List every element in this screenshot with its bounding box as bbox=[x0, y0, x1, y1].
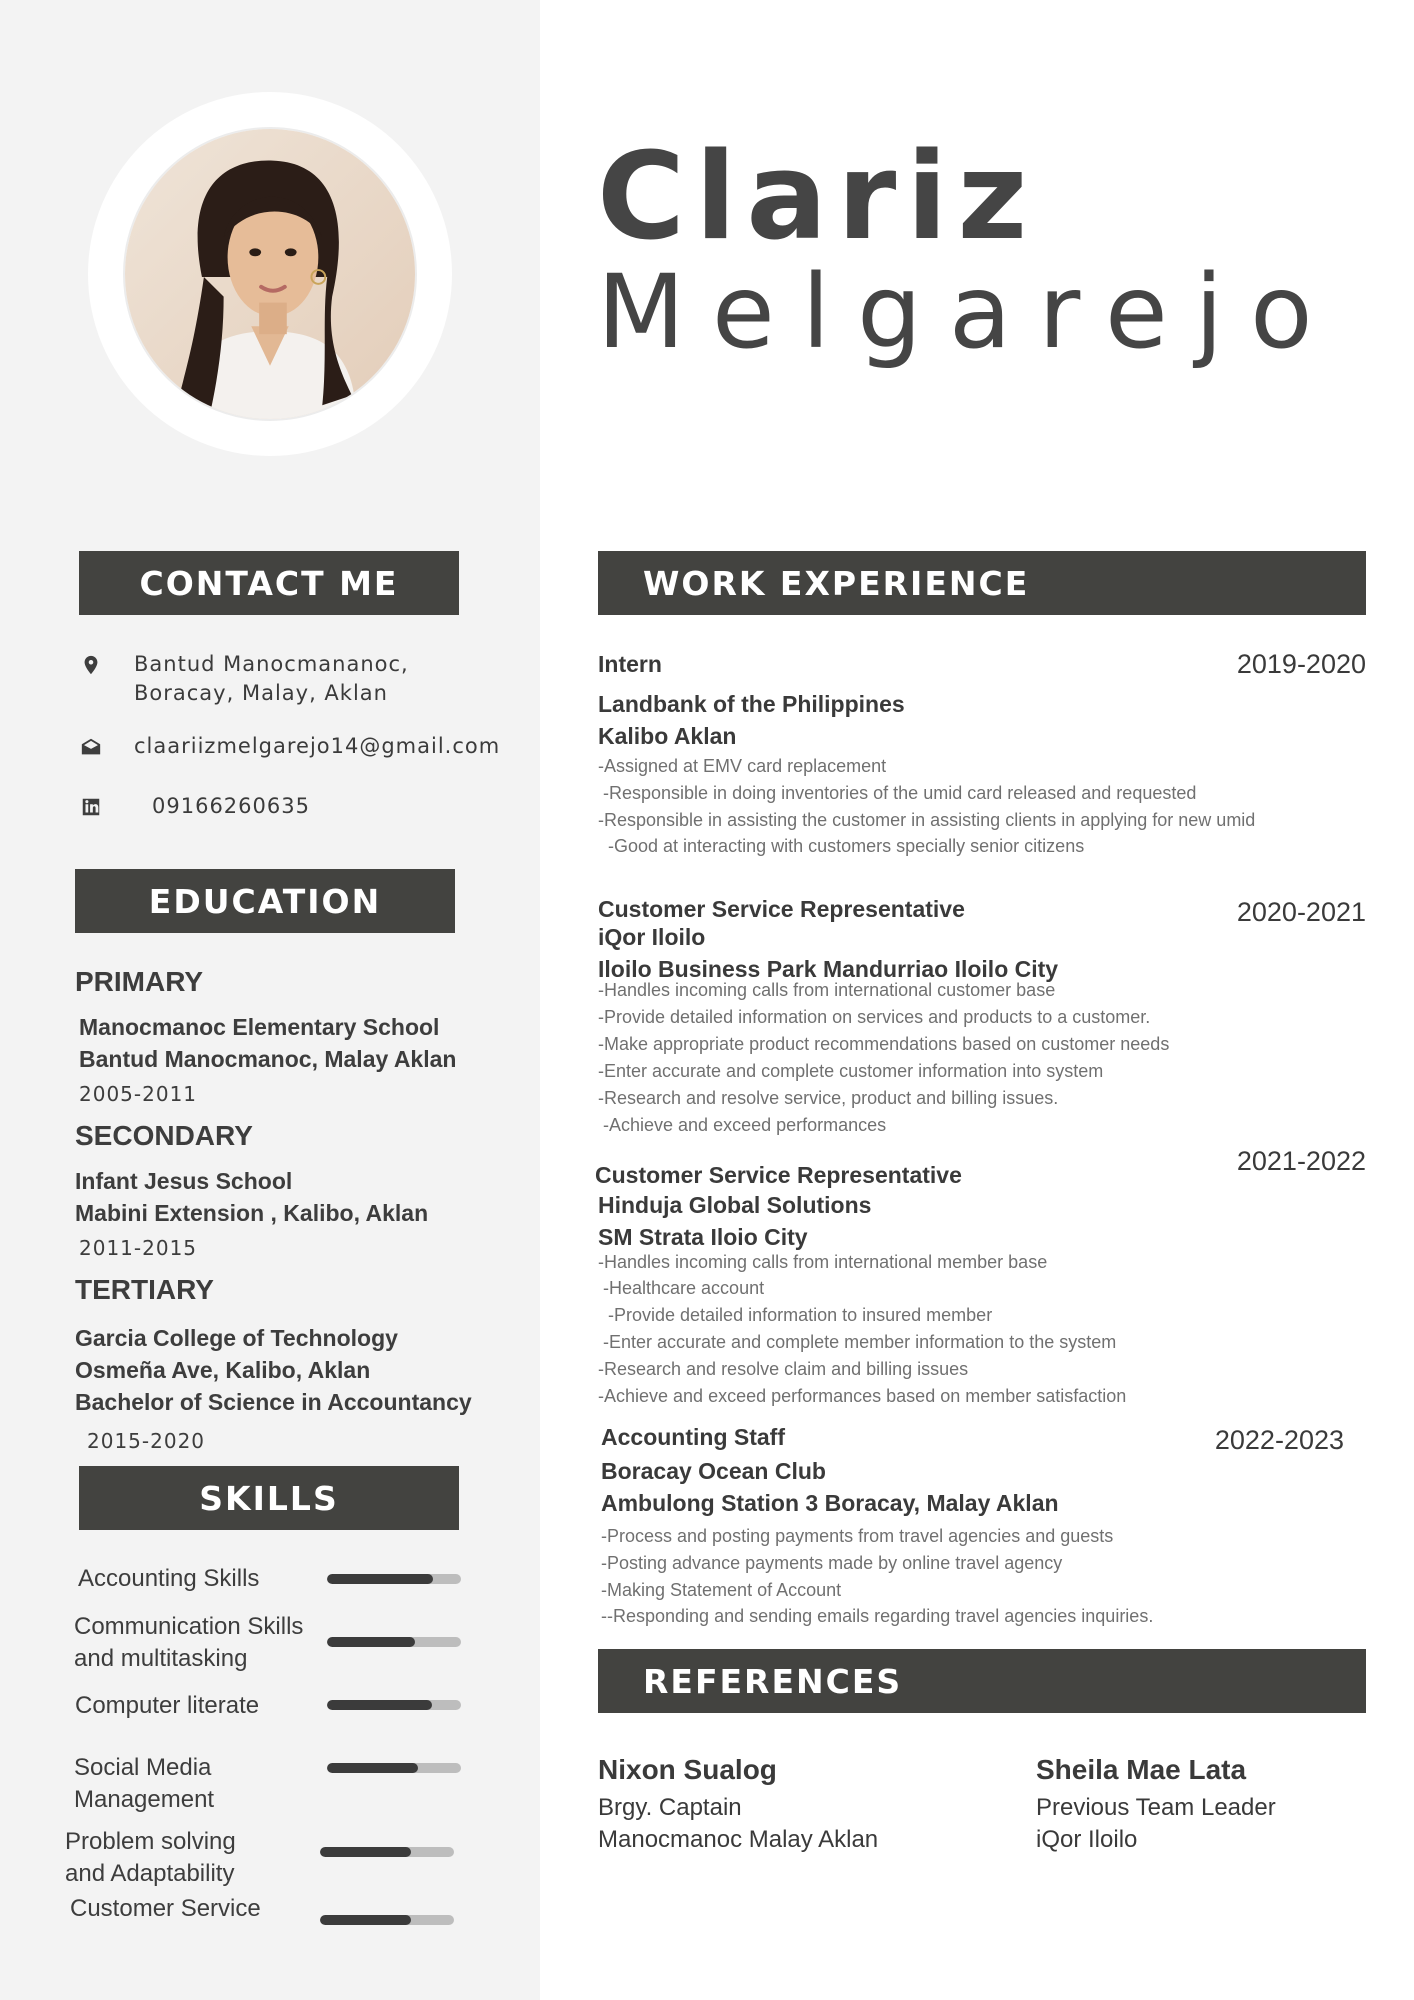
secondary-heading: SECONDARY bbox=[75, 1120, 253, 1151]
job-2-company: iQor Iloilo bbox=[598, 924, 706, 950]
job-1-company: Landbank of the Philippines bbox=[598, 691, 905, 717]
job-3-title: Customer Service Representative bbox=[595, 1162, 962, 1188]
skill-label-line: Accounting Skills bbox=[78, 1565, 260, 1592]
contact-address bbox=[78, 650, 409, 708]
job-4-duty: -Posting advance payments made by online travel agency bbox=[601, 1553, 1063, 1573]
skill-label-line: Social Media bbox=[74, 1754, 212, 1781]
skill-label bbox=[70, 1893, 261, 1925]
envelope-icon bbox=[78, 734, 104, 760]
job-4-duty: -Making Statement of Account bbox=[601, 1580, 842, 1600]
skill-level-bar bbox=[327, 1700, 461, 1710]
job-3-duty: -Research and resolve claim and billing issues bbox=[598, 1359, 969, 1379]
profile-photo bbox=[123, 127, 417, 421]
skill-label-line: Computer literate bbox=[75, 1692, 260, 1719]
job-3-location: SM Strata Iloio City bbox=[598, 1224, 808, 1250]
tertiary-heading: TERTIARY bbox=[75, 1274, 214, 1305]
skill-level-bar bbox=[327, 1637, 461, 1647]
job-2-duty: -Research and resolve service, product and billing issues. bbox=[598, 1088, 1059, 1108]
last-name: Melgarejo bbox=[597, 253, 1340, 372]
job-4-duty: --Responding and sending emails regarding travel agencies inquiries. bbox=[601, 1606, 1154, 1626]
skill-level-fill bbox=[327, 1763, 418, 1773]
job-3-years: 2021-2022 bbox=[1236, 1146, 1366, 1176]
job-1-duty: -Assigned at EMV card replacement bbox=[598, 756, 887, 776]
job-3-duty: -Enter accurate and complete member information to the system bbox=[598, 1332, 1117, 1352]
contact-heading: CONTACT ME bbox=[79, 551, 459, 615]
job-2-duty: -Make appropriate product recommendations based on customer needs bbox=[598, 1034, 1170, 1054]
reference-1-location: Manocmanoc Malay Aklan bbox=[598, 1826, 879, 1853]
job-3-duty: -Healthcare account bbox=[598, 1278, 765, 1298]
skill-level-fill bbox=[327, 1700, 432, 1710]
primary-school: Manocmanoc Elementary School bbox=[79, 1014, 440, 1040]
address-line-2: Boracay, Malay, Aklan bbox=[134, 681, 388, 705]
job-1-title: Intern bbox=[598, 651, 662, 677]
skill-level-bar bbox=[320, 1847, 454, 1857]
reference-2-location: iQor Iloilo bbox=[1036, 1826, 1138, 1853]
skill-level-fill bbox=[327, 1637, 415, 1647]
secondary-years: 2011-2015 bbox=[79, 1236, 198, 1260]
job-2-title: Customer Service Representative bbox=[598, 896, 965, 922]
skill-label bbox=[65, 1826, 236, 1890]
job-3-company: Hinduja Global Solutions bbox=[598, 1192, 872, 1218]
job-4-title: Accounting Staff bbox=[601, 1424, 785, 1450]
skill-level-bar bbox=[327, 1574, 461, 1584]
job-4-company: Boracay Ocean Club bbox=[601, 1458, 826, 1484]
skill-label-line: and Adaptability bbox=[65, 1860, 235, 1887]
skill-label-line: and multitasking bbox=[74, 1645, 248, 1672]
job-2-duty: -Achieve and exceed performances bbox=[598, 1115, 887, 1135]
skills-heading: SKILLS bbox=[79, 1466, 459, 1530]
skill-level-bar bbox=[327, 1763, 461, 1773]
job-2-duty: -Provide detailed information on services and products to a customer. bbox=[598, 1007, 1151, 1027]
tertiary-address: Osmeña Ave, Kalibo, Aklan bbox=[75, 1357, 371, 1383]
contact-email bbox=[78, 732, 500, 761]
email-text[interactable]: claariizmelgarejo14@gmail.com bbox=[134, 734, 501, 758]
tertiary-school: Garcia College of Technology bbox=[75, 1325, 398, 1351]
job-1-duty: -Good at interacting with customers specially senior citizens bbox=[598, 836, 1085, 856]
reference-1-name: Nixon Sualog bbox=[598, 1754, 777, 1785]
job-1-years: 2019-2020 bbox=[1236, 649, 1366, 679]
job-4-duty: -Process and posting payments from travel agencies and guests bbox=[601, 1526, 1114, 1546]
primary-heading: PRIMARY bbox=[75, 966, 204, 997]
reference-2-role: Previous Team Leader bbox=[1036, 1794, 1276, 1821]
skill-level-fill bbox=[320, 1915, 411, 1925]
secondary-address: Mabini Extension , Kalibo, Aklan bbox=[75, 1200, 429, 1226]
job-1-duty: -Responsible in assisting the customer in assisting clients in applying for new umid bbox=[598, 810, 1256, 830]
job-4-location: Ambulong Station 3 Boracay, Malay Aklan bbox=[601, 1490, 1059, 1516]
address-line-1: Bantud Manocmananoc, bbox=[134, 652, 409, 676]
tertiary-degree: Bachelor of Science in Accountancy bbox=[75, 1389, 472, 1415]
linkedin-icon bbox=[78, 794, 104, 820]
contact-phone bbox=[78, 792, 310, 821]
job-2-location: Iloilo Business Park Mandurriao Iloilo City bbox=[598, 956, 1059, 982]
tertiary-years: 2015-2020 bbox=[87, 1429, 206, 1453]
secondary-school: Infant Jesus School bbox=[75, 1168, 293, 1194]
skill-label bbox=[74, 1611, 303, 1675]
job-2-duty: -Handles incoming calls from international customer base bbox=[598, 980, 1056, 1000]
skill-label-line: Customer Service bbox=[70, 1895, 261, 1922]
location-pin-icon bbox=[78, 652, 104, 678]
skill-label bbox=[75, 1690, 259, 1722]
job-1-location: Kalibo Aklan bbox=[598, 723, 737, 749]
job-2-years: 2020-2021 bbox=[1236, 897, 1366, 927]
skill-level-fill bbox=[327, 1574, 433, 1584]
job-4-years: 2022-2023 bbox=[1214, 1425, 1344, 1455]
skill-level-bar bbox=[320, 1915, 454, 1925]
skill-label bbox=[74, 1752, 214, 1816]
job-3-duty: -Handles incoming calls from international member base bbox=[598, 1252, 1048, 1272]
job-2-duty: -Enter accurate and complete customer information into system bbox=[598, 1061, 1104, 1081]
primary-address: Bantud Manocmanoc, Malay Aklan bbox=[79, 1046, 457, 1072]
skill-level-fill bbox=[320, 1847, 411, 1857]
skill-label-line: Problem solving bbox=[65, 1828, 236, 1855]
reference-2-name: Sheila Mae Lata bbox=[1036, 1754, 1247, 1785]
primary-years: 2005-2011 bbox=[79, 1082, 198, 1106]
job-3-duty: -Achieve and exceed performances based on member satisfaction bbox=[598, 1386, 1127, 1406]
skill-label-line: Communication Skills bbox=[74, 1613, 304, 1640]
skill-label bbox=[78, 1563, 259, 1595]
skill-label-line: Management bbox=[74, 1786, 215, 1813]
first-name: Clariz bbox=[597, 128, 1038, 267]
work-heading: WORK EXPERIENCE bbox=[598, 551, 1366, 615]
job-1-duty: -Responsible in doing inventories of the umid card released and requested bbox=[598, 783, 1197, 803]
phone-text: 09166260635 bbox=[152, 794, 310, 818]
references-heading: REFERENCES bbox=[598, 1649, 1366, 1713]
reference-1-role: Brgy. Captain bbox=[598, 1794, 742, 1821]
education-heading: EDUCATION bbox=[75, 869, 455, 933]
job-3-duty: -Provide detailed information to insured member bbox=[598, 1305, 993, 1325]
